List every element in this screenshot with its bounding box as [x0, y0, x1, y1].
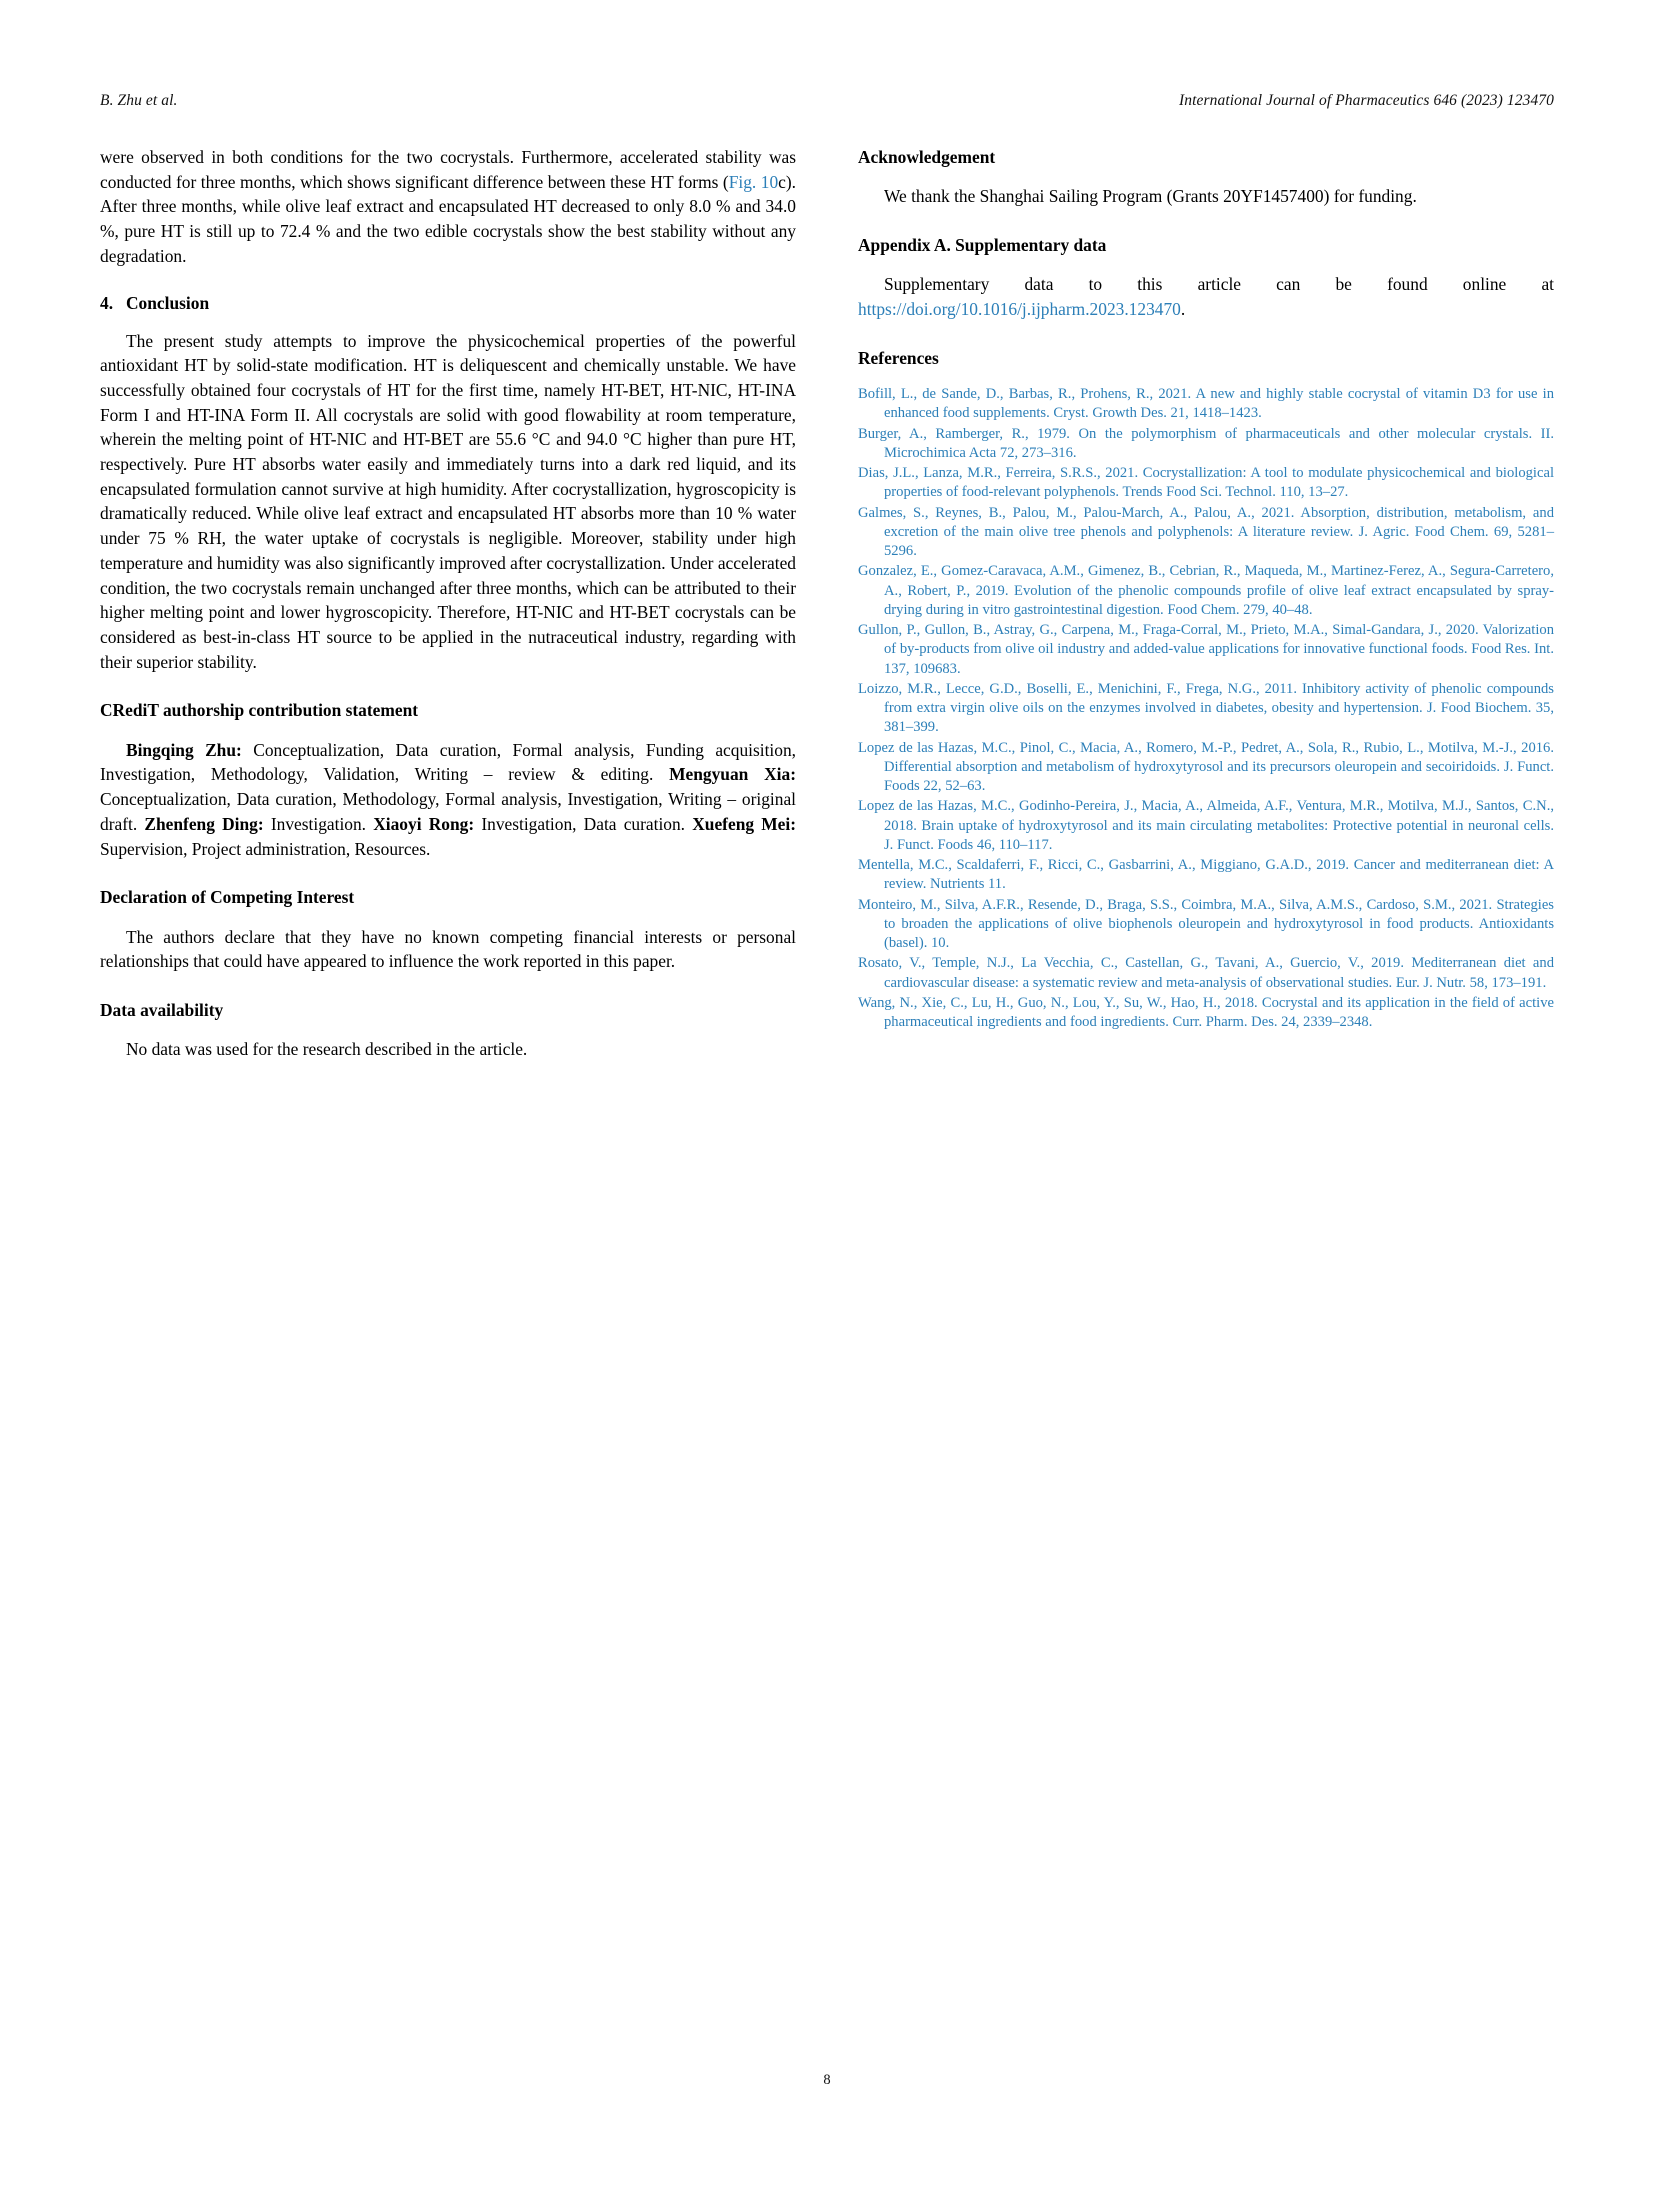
reference-item[interactable]: Loizzo, M.R., Lecce, G.D., Boselli, E., Menichini, F., Frega, N.G., 2011. Inhibitory activity of phenolic compounds from extra virgin olive oils on the enzymes involved in diabetes, obesity and hypertension. J. Food Biochem. 35, 381–399. [858, 680, 1554, 736]
reference-list [858, 385, 1554, 1032]
appendix-heading: Appendix A. Supplementary data [858, 235, 1107, 256]
reference-item[interactable]: Lopez de las Hazas, M.C., Pinol, C., Macia, A., Romero, M.-P., Pedret, A., Sola, R., Rubio, L., Motilva, M.-J., 2016. Differential absorption and metabolism of hydroxytyrosol and its precursors oleuropein and secoiridoids. J. Funct. Foods 22, 52–63. [858, 739, 1554, 795]
two-column-body [100, 145, 1554, 1062]
data-availability-paragraph: No data was used for the research described in the article. [126, 1039, 528, 1060]
credit-author-4-name: Xiaoyi Rong: [373, 813, 475, 834]
appendix-text-suffix: . [1180, 299, 1186, 320]
continued-text-part1: were observed in both conditions for the two cocrystals. Furthermore, accelerated stability was conducted for three months, which shows significant difference between these HT forms ( [100, 147, 796, 192]
reference-item[interactable]: Burger, A., Ramberger, R., 1979. On the polymorphism of pharmaceuticals and other molecular crystals. II. Microchimica Acta 72, 273–316. [858, 425, 1554, 461]
acknowledgement-paragraph: We thank the Shanghai Sailing Program (Grants 20YF1457400) for funding. [884, 186, 1417, 207]
credit-heading: CRediT authorship contribution statement [100, 700, 419, 721]
conclusion-title: Conclusion [126, 292, 210, 313]
credit-author-3-name: Zhenfeng Ding: [144, 813, 264, 834]
credit-author-1-roles: Conceptualization, Data curation, Formal analysis, Funding acquisition, Investigation, Methodology, Validation, Writing – review & editing. [100, 739, 796, 785]
credit-author-3-roles: Investigation. [263, 813, 374, 834]
reference-item[interactable]: Gonzalez, E., Gomez-Caravaca, A.M., Gimenez, B., Cebrian, R., Maqueda, M., Martinez-Ferez, A., Segura-Carretero, A., Robert, P., 2019. Evolution of the phenolic compounds profile of olive leaf extract encapsulated by spray-drying during in vitro gastrointestinal digestion. Food Chem. 279, 40–48. [858, 563, 1554, 618]
conclusion-heading [100, 293, 796, 314]
supplementary-doi-link[interactable]: https://doi.org/10.1016/j.ijpharm.2023.123470 [858, 299, 1181, 320]
credit-author-2-roles: Conceptualization, Data curation, Methodology, Formal analysis, Investigation, Writing – original draft. [100, 789, 796, 834]
reference-item[interactable]: Wang, N., Xie, C., Lu, H., Guo, N., Lou, Y., Su, W., Hao, H., 2018. Cocrystal and its application in the field of active pharmaceutical ingredients and food ingredients. Curr. Pharm. Des. 24, 2339–2348. [858, 994, 1554, 1031]
credit-author-4-roles: Investigation, Data curation. [474, 813, 693, 834]
credit-author-5-name: Xuefeng Mei: [692, 813, 797, 834]
credit-paragraph [100, 738, 796, 862]
reference-item[interactable]: Gullon, P., Gullon, B., Astray, G., Carpena, M., Fraga-Corral, M., Prieto, M.A., Simal-Gandara, J., 2020. Valorization of by-products from olive oil industry and added-value applications for innovative functional foods. Food Res. Int. 137, 109683. [858, 622, 1554, 677]
header-authors: B. Zhu et al. [100, 92, 178, 109]
left-column [100, 145, 796, 1062]
right-column [858, 145, 1554, 1062]
data-availability-heading: Data availability [100, 1000, 224, 1020]
running-header [100, 92, 1554, 110]
competing-interest-heading: Declaration of Competing Interest [100, 887, 355, 908]
appendix-paragraph [858, 272, 1554, 321]
continued-paragraph [100, 145, 796, 269]
reference-item[interactable]: Bofill, L., de Sande, D., Barbas, R., Prohens, R., 2021. A new and highly stable cocrystal of vitamin D3 for use in enhanced food supplements. Cryst. Growth Des. 21, 1418–1423. [858, 386, 1554, 422]
acknowledgement-heading: Acknowledgement [858, 147, 996, 167]
reference-item[interactable]: Dias, J.L., Lanza, M.R., Ferreira, S.R.S., 2021. Cocrystallization: A tool to modulate physicochemical and biological properties of food-relevant polyphenols. Trends Food Sci. Technol. 110, 13–27. [858, 465, 1554, 501]
figure-10-link[interactable]: Fig. 10 [728, 171, 779, 192]
credit-author-5-roles: Supervision, Project administration, Resources. [100, 838, 431, 859]
reference-item[interactable]: Mentella, M.C., Scaldaferri, F., Ricci, C., Gasbarrini, A., Miggiano, G.A.D., 2019. Cancer and mediterranean diet: A review. Nutrients 11. [858, 857, 1554, 893]
credit-author-1-name: Bingqing Zhu: [126, 739, 242, 760]
reference-item[interactable]: Lopez de las Hazas, M.C., Godinho-Pereira, J., Macia, A., Almeida, A.F., Ventura, M.R., Motilva, M.J., Santos, C.N., 2018. Brain uptake of hydroxytyrosol and its main circulating metabolites: Protective potential in neuronal cells. J. Funct. Foods 46, 110–117. [858, 798, 1554, 853]
reference-item[interactable]: Monteiro, M., Silva, A.F.R., Resende, D., Braga, S.S., Coimbra, M.A., Silva, A.M.S., Cardoso, S.M., 2021. Strategies to broaden the applications of olive biophenols oleuropein and hydroxytyrosol in food products. Antioxidants (basel). 10. [858, 896, 1554, 952]
credit-author-2-name: Mengyuan Xia: [669, 764, 797, 785]
references-heading: References [858, 347, 939, 368]
competing-interest-paragraph: The authors declare that they have no known competing financial interests or personal relationships that could have appeared to influence the work reported in this paper. [100, 926, 796, 972]
conclusion-paragraph: The present study attempts to improve the physicochemical properties of the powerful antioxidant HT by solid-state modification. HT is deliquescent and chemically unstable. We have successfully obtained four cocrystals of HT for the first time, namely HT-BET, HT-NIC, HT-INA Form I and HT-INA Form II. All cocrystals are solid with good flowability at room temperature, wherein the melting point of HT-NIC and HT-BET are 55.6 °C and 94.0 °C higher than pure HT, respectively. Pure HT absorbs water easily and immediately turns into a dark red liquid, and its encapsulated formulation cannot survive at high humidity. After cocrystallization, hygroscopicity is dramatically reduced. While olive leaf extract and encapsulated HT absorbs more than 10 % water under 75 % RH, the water uptake of cocrystals is negligible. Moreover, stability under high temperature and humidity was also significantly improved after cocrystallization. Under accelerated condition, the two cocrystals remain unchanged after three months, which can be attributed to their higher melting point and lower hygroscopicity. Therefore, HT-NIC and HT-BET cocrystals can be considered as best-in-class HT source to be applied in the nutraceutical industry, regarding with their superior stability. [100, 330, 796, 672]
header-journal: International Journal of Pharmaceutics 646 (2023) 123470 [1179, 92, 1554, 109]
conclusion-number: 4. [100, 292, 114, 313]
page-number: 8 [823, 2072, 831, 2088]
appendix-text-prefix: Supplementary data to this article can be found online at [884, 274, 1554, 295]
reference-item[interactable]: Rosato, V., Temple, N.J., La Vecchia, C., Castellan, G., Tavani, A., Guercio, V., 2019. Mediterranean diet and cardiovascular disease: a systematic review and meta-analysis of observational studies. Eur. J. Nutr. 58, 173–191. [858, 955, 1554, 991]
reference-item[interactable]: Galmes, S., Reynes, B., Palou, M., Palou-March, A., Palou, A., 2021. Absorption, distribution, metabolism, and excretion of the main olive tree phenols and polyphenols: A literature review. J. Agric. Food Chem. 69, 5281–5296. [858, 504, 1554, 560]
continued-text-part2: c). After three months, while olive leaf extract and encapsulated HT decreased to only 8.0 % and 34.0 %, pure HT is still up to 72.4 % and the two edible cocrystals show the best stability without any degradation. [100, 171, 796, 266]
